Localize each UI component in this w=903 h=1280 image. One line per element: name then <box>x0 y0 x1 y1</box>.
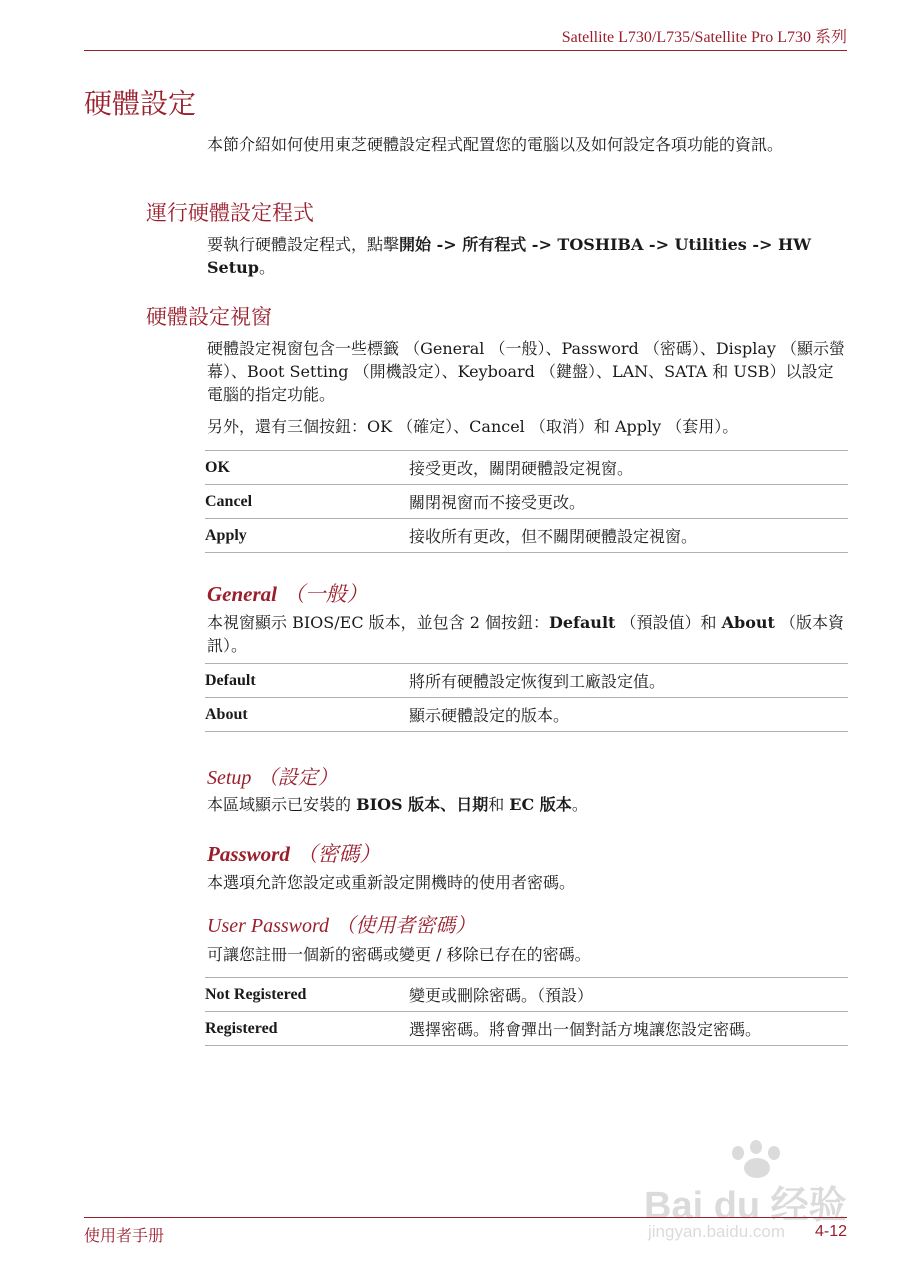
term-cancel: Cancel <box>205 485 409 519</box>
footer-rule <box>84 1217 847 1218</box>
user-password-table <box>205 977 848 1046</box>
hw-setup-label: HW Setup <box>207 235 812 277</box>
ec-version-label: EC 版本 <box>509 795 572 814</box>
password-paragraph: 本選項允許您設定或重新設定開機時的使用者密碼。 <box>207 873 576 892</box>
and-text: 和 <box>488 795 510 814</box>
start-menu-label: 開始 <box>399 235 432 254</box>
about-label: About <box>721 613 775 632</box>
desc-apply: 接收所有更改，但不關閉硬體設定視窗。 <box>409 519 848 553</box>
general-heading <box>207 578 368 608</box>
arrow: -> <box>643 235 675 254</box>
term-registered: Registered <box>205 1012 409 1046</box>
password-heading-en: Password <box>207 842 290 866</box>
run-setup-text: 要執行硬體設定程式，點擊 <box>207 235 400 254</box>
setup-window-paragraph: 硬體設定視窗包含一些標籤 （General （一般）、Password （密碼）、Display （顯示螢幕）、Boot Setting （開機設定）、Keyboard （鍵盤）、LAN、SATA 和 USB）以設定電腦的指定功能。 <box>207 339 845 404</box>
user-password-paragraph: 可讓您註冊一個新的密碼或變更 / 移除已存在的密碼。 <box>207 945 591 964</box>
setup-paragraph <box>207 793 847 816</box>
user-password-subheading-en: User Password <box>207 915 330 937</box>
general-paragraph <box>207 611 847 657</box>
table-row <box>205 698 848 732</box>
general-heading-zh: （一般） <box>277 582 368 606</box>
run-setup-heading: 運行硬體設定程式 <box>146 201 314 225</box>
general-text-mid: （預設值）和 <box>615 613 722 632</box>
desc-about: 顯示硬體設定的版本。 <box>409 698 848 732</box>
intro-paragraph: 本節介紹如何使用東芝硬體設定程式配置您的電腦以及如何設定各項功能的資訊。 <box>207 135 784 154</box>
desc-registered: 選擇密碼。將會彈出一個對話方塊讓您設定密碼。 <box>409 1012 848 1046</box>
desc-cancel: 關閉視窗而不接受更改。 <box>409 485 848 519</box>
default-label: Default <box>549 613 616 632</box>
all-programs-label: 所有程式 <box>462 235 527 254</box>
arrow: -> <box>526 235 558 254</box>
table-row <box>205 1012 848 1046</box>
setup-subheading <box>207 761 338 790</box>
arrow: -> <box>431 235 463 254</box>
period: 。 <box>571 795 588 814</box>
section-title: 硬體設定 <box>84 87 197 120</box>
setup-window-heading: 硬體設定視窗 <box>146 305 272 329</box>
run-setup-paragraph <box>207 233 847 279</box>
table-row <box>205 485 848 519</box>
paw-toe <box>732 1146 744 1160</box>
general-text: 本視窗顯示 BIOS/EC 版本，並包含 2 個按鈕： <box>207 613 549 632</box>
footer-manual-title: 使用者手册 <box>84 1226 165 1245</box>
running-head: Satellite L730/L735/Satellite Pro L730 系列 <box>561 29 847 46</box>
period: 。 <box>258 258 275 277</box>
setup-subheading-zh: （設定） <box>251 765 338 789</box>
header-rule <box>84 50 847 51</box>
paw-toe <box>768 1146 780 1160</box>
desc-not-registered: 變更或刪除密碼。（預設） <box>409 978 848 1012</box>
window-buttons-table <box>205 450 848 553</box>
user-password-subheading <box>207 909 475 938</box>
general-text-suffix: （版本資訊）。 <box>207 613 844 655</box>
user-password-subheading-zh: （使用者密碼） <box>329 913 476 937</box>
term-default: Default <box>205 664 409 698</box>
separator: 、 <box>440 795 457 814</box>
buttons-intro-paragraph: 另外，還有三個按鈕：OK （確定）、Cancel （取消）和 Apply （套用）。 <box>207 417 739 436</box>
general-heading-en: General <box>207 582 277 606</box>
arrow: -> <box>746 235 778 254</box>
password-heading-zh: （密碼） <box>289 842 381 866</box>
setup-subheading-en: Setup <box>207 767 252 789</box>
table-row <box>205 664 848 698</box>
setup-text: 本區域顯示已安裝的 <box>207 795 357 814</box>
watermark-url: jingyan.baidu.com <box>648 1222 786 1241</box>
term-apply: Apply <box>205 519 409 553</box>
table-row <box>205 451 848 485</box>
password-heading <box>207 838 381 868</box>
desc-default: 將所有硬體設定恢復到工廠設定值。 <box>409 664 848 698</box>
table-row <box>205 978 848 1012</box>
bios-version-label: BIOS 版本 <box>356 795 441 814</box>
date-label: 日期 <box>456 795 489 814</box>
general-buttons-table <box>205 663 848 732</box>
term-ok: OK <box>205 451 409 485</box>
page-number: 4-12 <box>814 1223 847 1240</box>
watermark-brand: Bai du 经验 <box>644 1185 847 1227</box>
toshiba-label: TOSHIBA <box>557 235 644 254</box>
paw-toe <box>750 1140 762 1154</box>
desc-ok: 接受更改，關閉硬體設定視窗。 <box>409 451 848 485</box>
utilities-label: Utilities <box>674 235 747 254</box>
table-row <box>205 519 848 553</box>
term-not-registered: Not Registered <box>205 978 409 1012</box>
term-about: About <box>205 698 409 732</box>
